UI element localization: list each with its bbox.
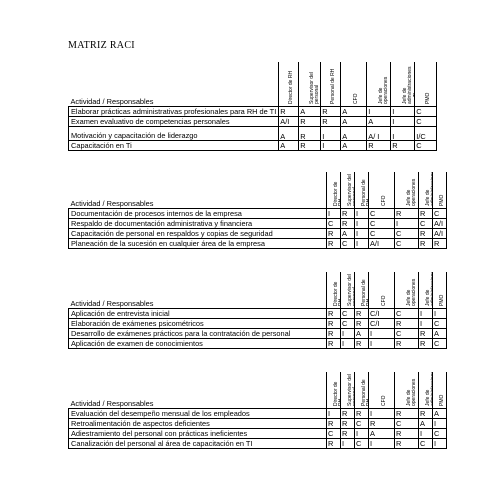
raci-value-cell: C [415,117,437,127]
raci-value-cell: R [419,209,433,219]
raci-value-cell: A [341,229,355,239]
raci-table-2 [68,172,447,249]
activity-cell: Planeación de la sucesión en cualquier área de la empresa [69,239,327,249]
raci-value-cell: I [369,439,395,449]
role-header: Supervisor del personal [341,272,355,309]
table-row [69,309,447,319]
raci-value-cell: A/I [369,239,395,249]
raci-value-cell: R [321,107,341,117]
raci-value-cell: C [433,429,447,439]
table-row [69,219,447,229]
table-row [69,319,447,329]
activity-cell: Evaluación del desempeño mensual de los empleados [69,409,327,419]
raci-value-cell: R [419,239,433,249]
raci-value-cell: R [341,219,355,229]
raci-value-cell: C [415,107,437,117]
raci-value-cell: C [395,229,419,239]
raci-value-cell: I [355,239,369,249]
activity-cell: Examen evaluativo de competencias personales [69,117,279,127]
raci-value-cell: I [369,409,395,419]
raci-value-cell: C [419,439,433,449]
raci-value-cell: C [341,319,355,329]
raci-value-cell: R [299,141,321,151]
role-header: Supervisor del personal [341,172,355,209]
role-header: Director de RH [327,372,341,409]
raci-value-cell: I/C [415,127,437,141]
raci-value-cell: A [279,127,299,141]
raci-value-cell: I [355,209,369,219]
raci-value-cell: R [419,409,433,419]
raci-value-cell: I [341,339,355,349]
raci-value-cell: I [433,309,447,319]
raci-value-cell: C [369,209,395,219]
role-header: Jefe de administraciones en TI [391,62,415,107]
raci-value-cell: R [355,309,369,319]
raci-value-cell: A [367,117,391,127]
raci-value-cell: R [419,329,433,339]
raci-value-cell: R [367,141,391,151]
header-label: Actividad / Responsables [70,199,154,208]
raci-value-cell: R [327,229,341,239]
role-header: PMO [415,62,437,107]
table-row [69,107,437,117]
role-header: CFO [341,62,367,107]
raci-value-cell: I [391,107,415,117]
raci-value-cell: I [355,219,369,229]
raci-value-cell: C [419,219,433,229]
raci-value-cell: I [395,219,419,229]
header-label: Actividad / Responsables [70,97,154,106]
table-row [69,141,437,151]
role-header: Personal de RH [321,62,341,107]
raci-value-cell: C [341,239,355,249]
raci-value-cell: C/I [369,319,395,329]
raci-value-cell: A [369,429,395,439]
raci-value-cell: R [279,107,299,117]
raci-value-cell: C [395,309,419,319]
raci-value-cell: R [299,127,321,141]
table-row [69,229,447,239]
raci-value-cell: A [355,329,369,339]
role-header: CFO [369,372,395,409]
raci-value-cell: R [327,309,341,319]
raci-value-cell: R [341,209,355,219]
raci-value-cell: R [327,439,341,449]
activity-cell: Motivación y capacitación de liderazgo [69,127,279,141]
raci-value-cell: C [327,429,341,439]
role-header: Director de RH [327,172,341,209]
activity-cell: Respaldo de documentación administrativa y financiera [69,219,327,229]
raci-value-cell: I [367,107,391,117]
header-row [69,172,447,209]
role-header: CFO [369,172,395,209]
raci-value-cell: A [433,409,447,419]
page-title: MATRIZ RACI [68,40,135,51]
raci-value-cell: I [391,127,415,141]
table-row [69,329,447,339]
raci-value-cell: C [355,439,369,449]
raci-table-3 [68,272,447,349]
raci-value-cell: C [395,419,419,429]
raci-value-cell: C [433,339,447,349]
raci-value-cell: C [355,419,369,429]
raci-value-cell: I [419,429,433,439]
role-header: Supervisor del personal [299,62,321,107]
role-header: PMO [433,172,447,209]
raci-value-cell: R [355,319,369,329]
raci-value-cell: A [341,141,367,151]
role-header: PMO [433,372,447,409]
role-header: Director de RH [279,62,299,107]
activity-cell: Canalización del personal al área de capacitación en TI [69,439,327,449]
raci-value-cell: A/ I [367,127,391,141]
raci-value-cell: A [433,329,447,339]
raci-value-cell: I [341,439,355,449]
raci-value-cell: A [341,107,367,117]
header-label: Actividad / Responsables [70,399,154,408]
table-row [69,239,447,249]
activity-cell: Aplicación de examen de conocimientos [69,339,327,349]
raci-value-cell: I [419,309,433,319]
header-activity-cell [69,372,327,409]
header-row [69,372,447,409]
activity-cell: Retroalimentación de aspectos deficientes [69,419,327,429]
raci-value-cell: I [433,439,447,449]
raci-value-cell: R [419,229,433,239]
raci-value-cell: A [341,127,367,141]
raci-table-4 [68,372,447,449]
header-row [69,272,447,309]
raci-value-cell: C [395,239,419,249]
role-header: PMO [433,272,447,309]
raci-value-cell: I [369,329,395,339]
role-header: Personal de RH [355,372,369,409]
raci-value-cell: R [369,419,395,429]
raci-value-cell: R [419,339,433,349]
activity-cell: Capacitación de personal en respaldos y copias de seguridad [69,229,327,239]
activity-cell: Adiestramiento del personal con prácticas ineficientes [69,429,327,439]
role-header: Jefe de operaciones [395,172,419,209]
role-header: Jefe de administraciones [419,372,433,409]
role-header: CFO [369,272,395,309]
raci-value-cell: I [355,229,369,239]
role-header: Jefe de operaciones [395,272,419,309]
raci-value-cell: R [327,329,341,339]
raci-value-cell: A/I [279,117,299,127]
raci-value-cell: A [299,107,321,117]
raci-value-cell: I [321,141,341,151]
raci-value-cell: R [327,239,341,249]
raci-value-cell: R [341,409,355,419]
raci-value-cell: R [395,339,419,349]
table-row [69,439,447,449]
raci-value-cell: R [391,141,415,151]
raci-value-cell: C [395,329,419,339]
raci-value-cell: I [419,319,433,329]
raci-value-cell: R [395,429,419,439]
raci-value-cell: A/I [433,219,447,229]
raci-table-1 [68,62,437,151]
raci-value-cell: R [327,339,341,349]
raci-value-cell: I [327,409,341,419]
header-activity-cell [69,62,279,107]
raci-value-cell: C/I [369,309,395,319]
raci-value-cell: R [327,319,341,329]
role-header: Director de RH [327,272,341,309]
header-activity-cell [69,172,327,209]
raci-value-cell: I [433,419,447,429]
raci-value-cell: A [341,117,367,127]
raci-value-cell: I [327,209,341,219]
activity-cell: Aplicación de entrevista inicial [69,309,327,319]
activity-cell: Elaboración de exámenes psicométricos [69,319,327,329]
raci-value-cell: C [327,219,341,229]
raci-value-cell: C [369,229,395,239]
raci-value-cell: I [341,329,355,339]
raci-value-cell: R [299,117,321,127]
role-header: Jefe de operaciones [395,372,419,409]
raci-value-cell: A [419,419,433,429]
role-header: Supervisor del personal [341,372,355,409]
raci-value-cell: R [395,409,419,419]
raci-value-cell: R [395,439,419,449]
raci-value-cell: R [395,319,419,329]
header-activity-cell [69,272,327,309]
table-row [69,429,447,439]
raci-value-cell: R [327,419,341,429]
role-header: Personal de RH [355,172,369,209]
raci-value-cell: C [341,309,355,319]
table-row [69,209,447,219]
raci-value-cell: R [341,419,355,429]
raci-value-cell: C [415,141,437,151]
raci-value-cell: I [321,127,341,141]
table-row [69,409,447,419]
activity-cell: Capacitación en Ti [69,141,279,151]
raci-value-cell: I [369,339,395,349]
header-row [69,62,437,107]
raci-value-cell: R [355,339,369,349]
raci-value-cell: R [341,429,355,439]
table-row [69,419,447,429]
raci-value-cell: C [433,319,447,329]
raci-value-cell: R [355,409,369,419]
table-row [69,127,437,141]
raci-value-cell: C [369,219,395,229]
role-header: Jefe de operaciones [367,62,391,107]
table-row [69,117,437,127]
activity-cell: Documentación de procesos internos de la empresa [69,209,327,219]
raci-value-cell: I [355,429,369,439]
role-header: Jefe de administraciones [419,272,433,309]
raci-value-cell: I [391,117,415,127]
raci-value-cell: A/I [433,229,447,239]
activity-cell: Desarrollo de exámenes prácticos para la contratación de personal [69,329,327,339]
raci-value-cell: R [321,117,341,127]
header-label: Actividad / Responsables [70,299,154,308]
raci-value-cell: A [279,141,299,151]
raci-value-cell: C [433,209,447,219]
raci-value-cell: R [395,209,419,219]
role-header: Jefe de administraciones [419,172,433,209]
role-header: Personal de RH [355,272,369,309]
raci-value-cell: R [433,239,447,249]
activity-cell: Elaborar prácticas administrativas profesionales para RH de TI [69,107,279,117]
table-row [69,339,447,349]
